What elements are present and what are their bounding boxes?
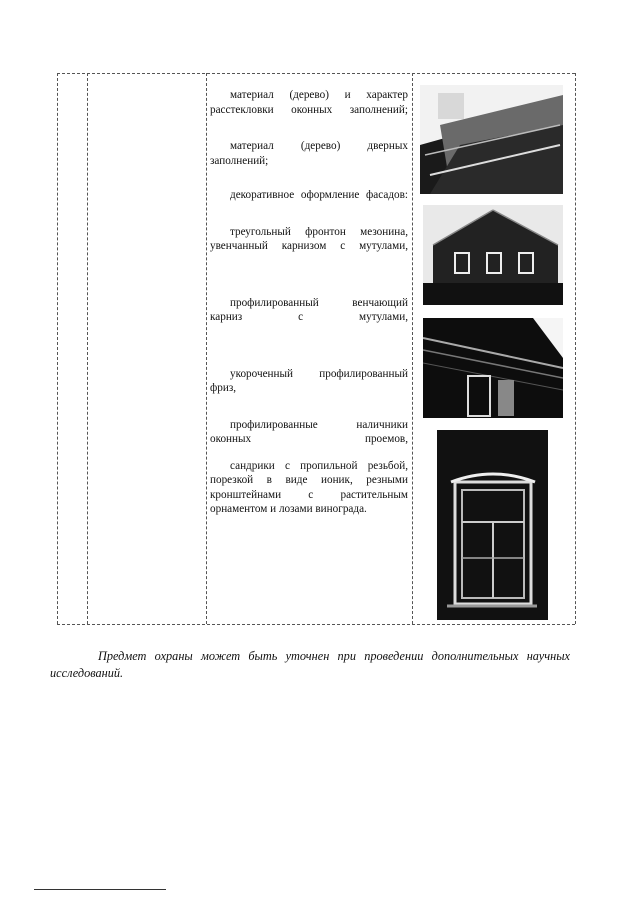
table-column-divider-1 [87,73,88,624]
table-border-right [575,73,576,624]
feature-frieze: укороченный профилированный фриз, [210,367,408,394]
cornice-frieze-photo [423,318,563,418]
feature-sandriks: сандрики с пропильной резьбой, порезкой в виде ионик, резными кронштейнами с растительным орнаментом и лозами винограда. [210,459,408,515]
mezzanine-pediment-photo [423,205,563,305]
feature-doors-material: материал (дерево) дверных заполнений; [210,140,408,167]
feature-pediment: треугольный фронтон мезонина, увенчанный карнизом с мутулами, [210,225,408,252]
facade-photo-roof-window [420,85,563,194]
window-frame-photo [437,430,548,620]
protection-note: Предмет охраны может быть уточнен при проведении дополнительных научных исследований. [50,649,570,681]
table-top-border [57,73,575,74]
feature-cornice: профилированный венчающий карниз с мутулами, [210,296,408,323]
feature-facade-decor: декоративное оформление фасадов: [230,189,408,201]
feature-windows-material: материал (дерево) и характер расстекловки оконных заполнений; [210,89,408,116]
feature-window-casings: профилированные наличники оконных проемов, [210,418,408,445]
table-column-divider-2 [206,73,207,624]
footnote-separator [34,889,166,890]
features-text-column [210,88,408,539]
table-column-divider-3 [412,73,413,624]
table-border-left [57,73,58,624]
table-bottom-border [57,624,575,625]
